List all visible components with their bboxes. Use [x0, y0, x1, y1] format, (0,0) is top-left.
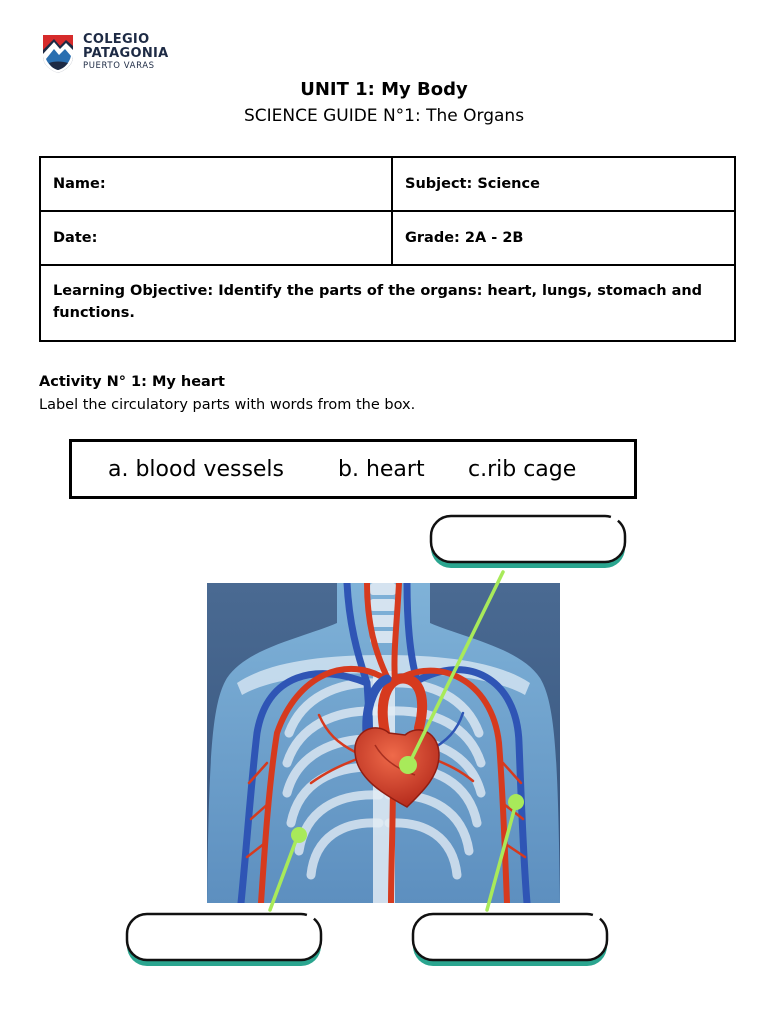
- learning-objective: Learning Objective: Identify the parts of the organs: heart, lungs, stomach and functions.: [40, 265, 735, 341]
- logo-line-1: COLEGIO: [83, 32, 150, 47]
- school-logo: [40, 30, 190, 78]
- answer-box-right[interactable]: [410, 912, 610, 968]
- logo-line-3: PUERTO VARAS: [83, 61, 155, 71]
- student-info-table: [39, 156, 736, 342]
- answer-box-top[interactable]: [428, 514, 628, 570]
- word-option-heart: b. heart: [338, 457, 425, 482]
- name-field[interactable]: Name:: [40, 157, 392, 211]
- activity-title: Activity N° 1: My heart: [39, 374, 225, 390]
- word-box: [69, 439, 637, 499]
- page-subtitle: SCIENCE GUIDE N°1: The Organs: [243, 106, 525, 126]
- word-option-blood-vessels: a. blood vessels: [108, 457, 285, 482]
- mountain-shield-icon: [40, 32, 76, 74]
- logo-line-2: PATAGONIA: [83, 46, 169, 61]
- date-field[interactable]: Date:: [40, 211, 392, 265]
- grade-field: Grade: 2A - 2B: [392, 211, 735, 265]
- answer-box-left[interactable]: [124, 912, 324, 968]
- page-title: UNIT 1: My Body: [300, 79, 468, 100]
- word-option-rib-cage: c.rib cage: [468, 457, 577, 482]
- circulatory-system-illustration: [207, 583, 560, 903]
- activity-instructions: Label the circulatory parts with words from the box.: [39, 397, 416, 413]
- subject-field: Subject: Science: [392, 157, 735, 211]
